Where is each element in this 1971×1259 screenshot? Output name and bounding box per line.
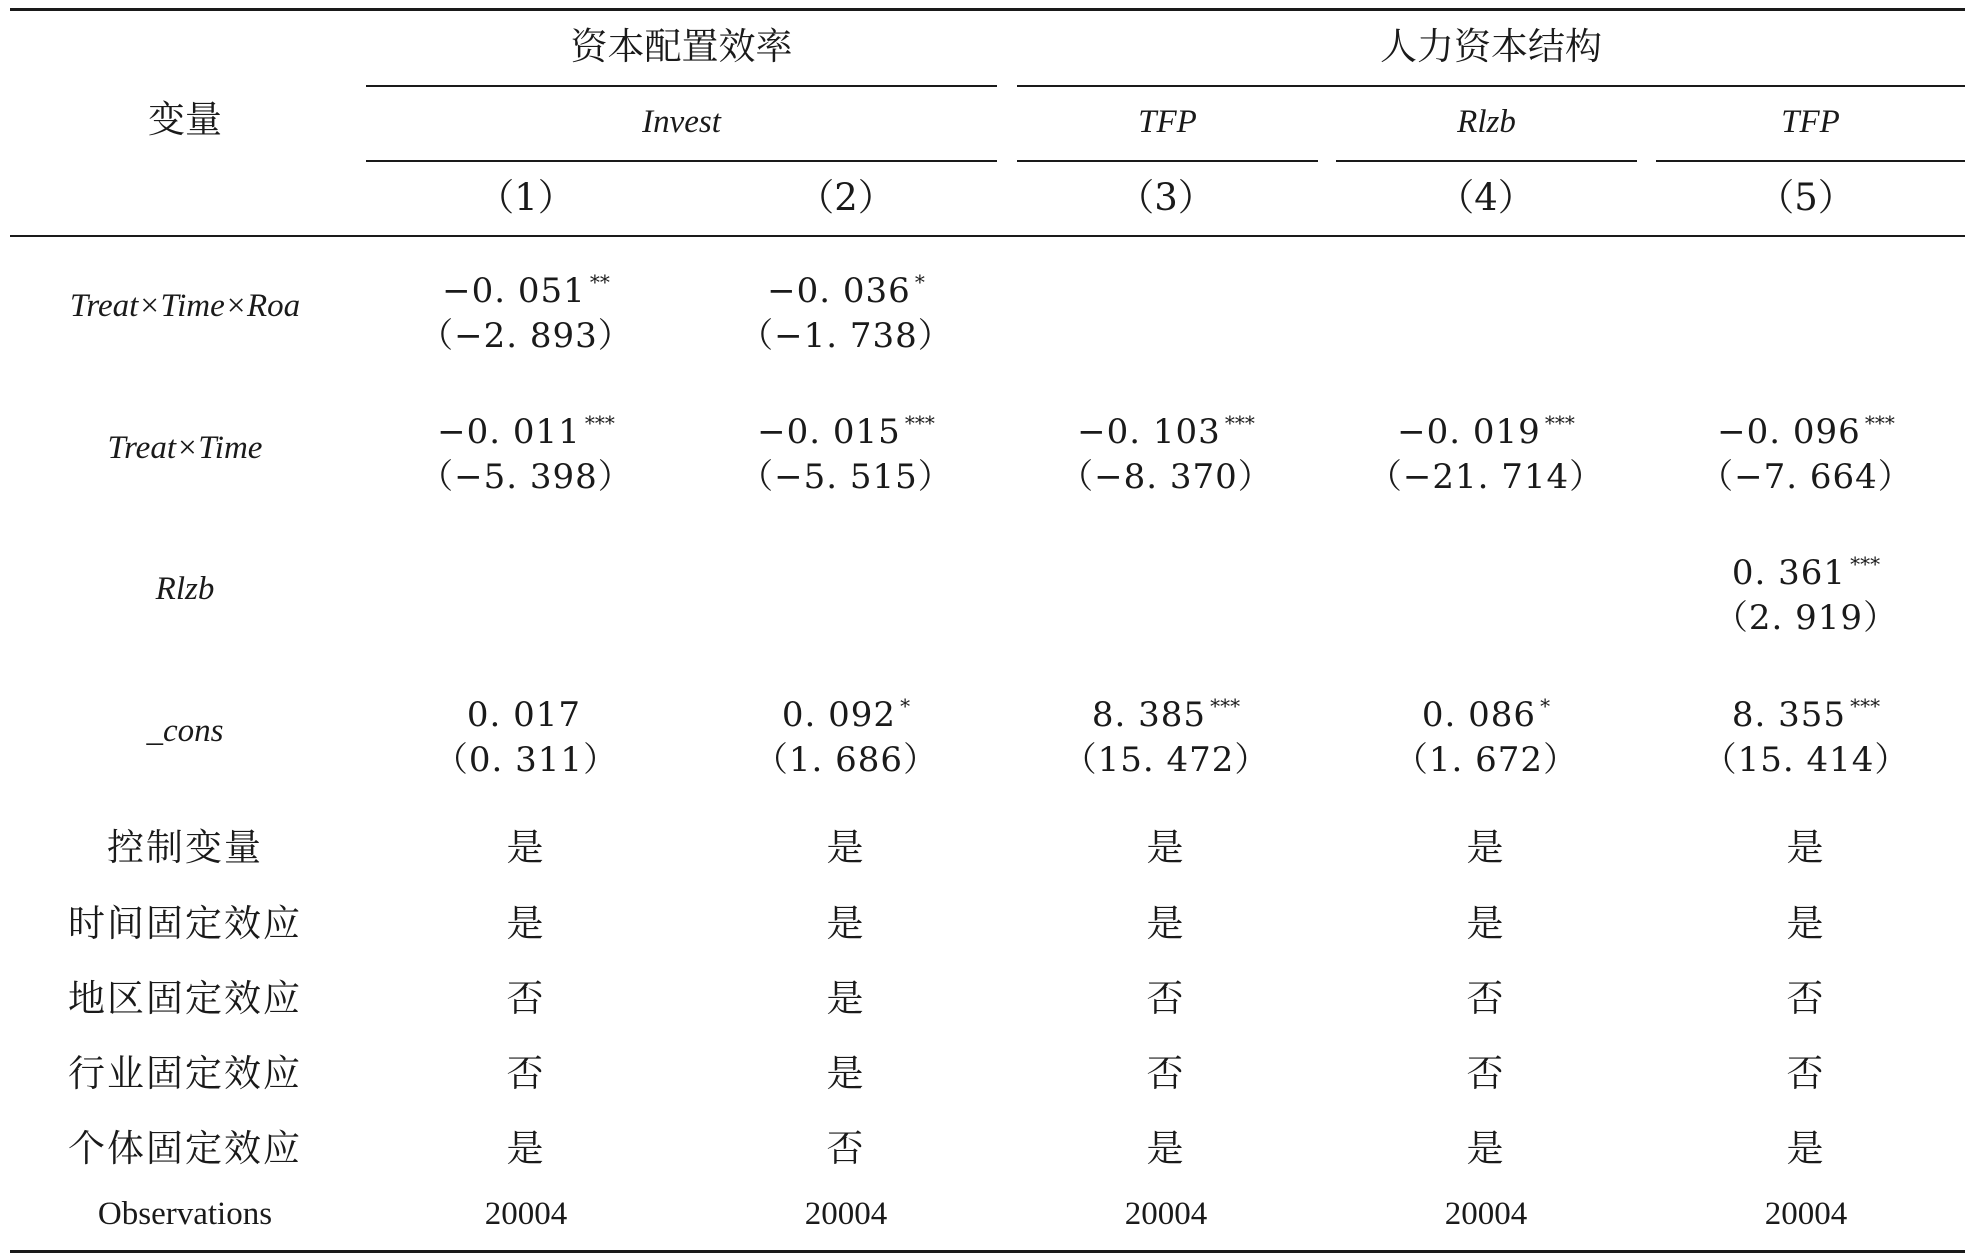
depvar-rule-invest <box>366 160 997 162</box>
control-cell: 是 <box>1466 1127 1506 1170</box>
tstat-cell: （2. 919） <box>1713 598 1899 638</box>
group-header-capital: 资本配置效率 <box>570 25 793 68</box>
coef-cell: −0. 036 * <box>767 270 925 311</box>
tstat-cell: （15. 414） <box>1702 740 1910 780</box>
control-cell: 是 <box>826 977 866 1020</box>
row-label-treat-time: Treat×Time <box>107 430 263 466</box>
coef-cell: −0. 103 *** <box>1077 411 1255 452</box>
tstat-cell: （−2. 893） <box>419 316 633 356</box>
coef-cell: 0. 017 <box>466 695 582 735</box>
tstat-cell: （1. 672） <box>1393 740 1579 780</box>
control-cell: 否 <box>1786 977 1826 1020</box>
control-cell: 是 <box>506 826 546 869</box>
observations-cell: 20004 <box>1764 1196 1848 1232</box>
tstat-cell: （15. 472） <box>1062 740 1270 780</box>
depvar-rlzb: Rlzb <box>1457 104 1516 140</box>
control-cell: 否 <box>1146 977 1186 1020</box>
observations-cell: 20004 <box>484 1196 568 1232</box>
control-cell: 否 <box>1786 1052 1826 1095</box>
coef-cell: −0. 015 *** <box>757 411 935 452</box>
coef-cell: −0. 011 *** <box>437 411 615 452</box>
coef-cell: 0. 092 * <box>781 694 911 735</box>
control-cell: 是 <box>1786 826 1826 869</box>
row-label-industry-fe: 行业固定效应 <box>68 1052 302 1095</box>
row-label-cons: _cons <box>146 713 224 749</box>
control-cell: 是 <box>1146 1127 1186 1170</box>
tstat-cell: （−7. 664） <box>1699 457 1913 497</box>
coef-cell: 8. 355 *** <box>1731 694 1881 735</box>
control-cell: 否 <box>826 1127 866 1170</box>
control-cell: 是 <box>1786 1127 1826 1170</box>
row-label-rlzb: Rlzb <box>155 571 215 607</box>
tstat-cell: （1. 686） <box>753 740 939 780</box>
row-label-observations: Observations <box>97 1196 273 1232</box>
depvar-rule-tfp-3 <box>1017 160 1318 162</box>
depvar-tfp-3: TFP <box>1138 104 1197 140</box>
coef-cell: 0. 361 *** <box>1731 552 1881 593</box>
control-cell: 否 <box>506 977 546 1020</box>
column-number: （5） <box>1757 176 1855 219</box>
tstat-cell: （−21. 714） <box>1367 457 1605 497</box>
group-rule-capital <box>366 85 997 87</box>
coef-cell: −0. 019 *** <box>1397 411 1575 452</box>
control-cell: 否 <box>1466 1052 1506 1095</box>
group-header-human: 人力资本结构 <box>1380 25 1602 68</box>
control-cell: 是 <box>1146 902 1186 945</box>
control-cell: 是 <box>1786 902 1826 945</box>
control-cell: 否 <box>506 1052 546 1095</box>
column-number: （3） <box>1117 176 1215 219</box>
row-label-individual-fe: 个体固定效应 <box>68 1127 302 1170</box>
header-bottom-rule <box>10 235 1965 237</box>
control-cell: 是 <box>506 902 546 945</box>
control-cell: 是 <box>826 902 866 945</box>
column-number: （4） <box>1437 176 1535 219</box>
observations-cell: 20004 <box>804 1196 888 1232</box>
depvar-invest: Invest <box>642 104 721 140</box>
depvar-tfp-5: TFP <box>1781 104 1840 140</box>
coef-cell: −0. 096 *** <box>1717 411 1895 452</box>
control-cell: 是 <box>506 1127 546 1170</box>
depvar-rule-rlzb <box>1336 160 1637 162</box>
coef-cell: −0. 051 ** <box>442 270 610 311</box>
group-rule-human <box>1017 85 1965 87</box>
tstat-cell: （−1. 738） <box>739 316 953 356</box>
observations-cell: 20004 <box>1124 1196 1208 1232</box>
row-label-treat-time-roa: Treat×Time×Roa <box>69 288 301 324</box>
control-cell: 是 <box>826 1052 866 1095</box>
tstat-cell: （−8. 370） <box>1059 457 1273 497</box>
tstat-cell: （−5. 515） <box>739 457 953 497</box>
bottom-rule <box>10 1250 1965 1253</box>
control-cell: 否 <box>1466 977 1506 1020</box>
row-label-region-fe: 地区固定效应 <box>68 977 302 1020</box>
row-label-time-fe: 时间固定效应 <box>68 902 302 945</box>
depvar-rule-tfp-5 <box>1656 160 1965 162</box>
row-label-controls: 控制变量 <box>107 826 263 869</box>
observations-cell: 20004 <box>1444 1196 1528 1232</box>
variable-header: 变量 <box>148 98 222 141</box>
coef-cell: 8. 385 *** <box>1091 694 1241 735</box>
control-cell: 否 <box>1146 1052 1186 1095</box>
control-cell: 是 <box>1146 826 1186 869</box>
top-rule <box>10 8 1965 11</box>
control-cell: 是 <box>1466 826 1506 869</box>
column-number: （1） <box>477 176 575 219</box>
control-cell: 是 <box>1466 902 1506 945</box>
coef-cell: 0. 086 * <box>1421 694 1551 735</box>
column-number: （2） <box>797 176 895 219</box>
control-cell: 是 <box>826 826 866 869</box>
tstat-cell: （0. 311） <box>433 740 619 780</box>
tstat-cell: （−5. 398） <box>419 457 633 497</box>
